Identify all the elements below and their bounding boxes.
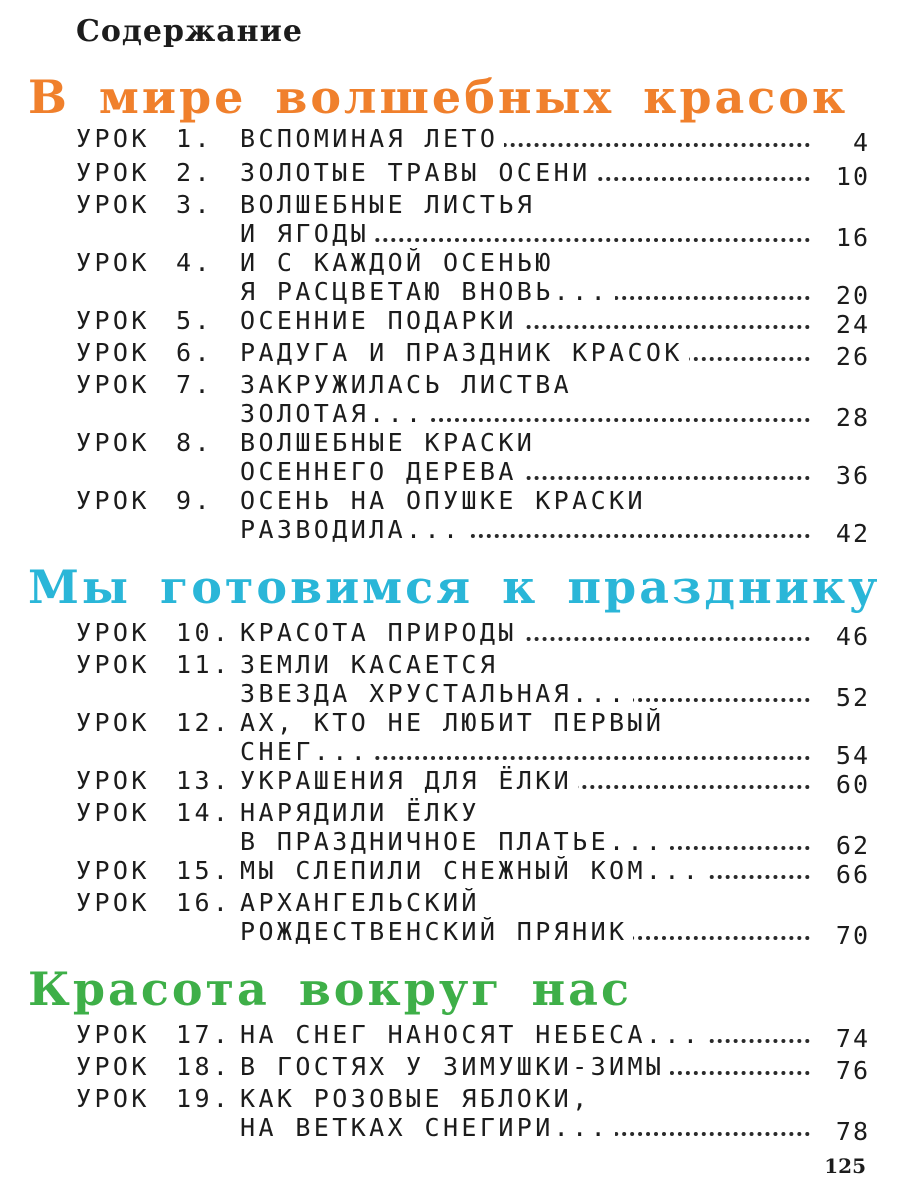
lesson-title bbox=[240, 888, 870, 946]
lesson-label: УРОК bbox=[76, 618, 150, 647]
lesson-title-line bbox=[240, 219, 870, 248]
lesson-title-line bbox=[240, 306, 870, 335]
lesson-title bbox=[240, 650, 870, 708]
lesson-label: УРОК bbox=[76, 124, 150, 153]
page-ref: 46 bbox=[814, 622, 870, 651]
lesson-label: УРОК bbox=[76, 888, 150, 917]
lesson-number: 18. bbox=[176, 1052, 232, 1081]
lesson-number: 6. bbox=[176, 338, 213, 367]
lesson-title bbox=[240, 158, 870, 187]
lesson-title-line bbox=[240, 158, 870, 187]
lesson-title bbox=[240, 618, 870, 647]
section-title: В мире волшебных красок bbox=[28, 70, 849, 124]
lesson-label: УРОК bbox=[76, 708, 150, 737]
lesson-title-text: НАРЯДИЛИ ЁЛКУ bbox=[240, 798, 486, 827]
lesson-title-line bbox=[240, 1020, 870, 1049]
toc-entry[interactable] bbox=[0, 618, 900, 651]
lesson-title bbox=[240, 1084, 870, 1142]
lesson-title-text: ЗОЛОТАЯ... bbox=[240, 399, 431, 428]
lesson-title-text: ЗАКРУЖИЛАСЬ ЛИСТВА bbox=[240, 370, 578, 399]
lesson-title-text: МЫ СЛЕПИЛИ СНЕЖНЫЙ КОМ... bbox=[240, 856, 707, 885]
lesson-title-text: В ПРАЗДНИЧНОЕ ПЛАТЬЕ... bbox=[240, 827, 670, 856]
lesson-title-text: ЗОЛОТЫЕ ТРАВЫ ОСЕНИ bbox=[240, 158, 597, 187]
lesson-number: 13. bbox=[176, 766, 232, 795]
page-ref: 70 bbox=[814, 921, 870, 950]
lesson-number: 14. bbox=[176, 798, 232, 827]
lesson-title-line bbox=[240, 338, 870, 367]
lesson-title-line bbox=[240, 679, 870, 708]
lesson-number: 19. bbox=[176, 1084, 232, 1113]
toc-entry[interactable] bbox=[0, 888, 900, 950]
lesson-title-line bbox=[240, 124, 870, 153]
lesson-title bbox=[240, 486, 870, 544]
page-ref: 36 bbox=[814, 461, 870, 490]
lesson-title bbox=[240, 798, 870, 856]
lesson-title-line bbox=[240, 917, 870, 946]
lesson-title-line bbox=[240, 1113, 870, 1142]
lesson-title-text: КАК РОЗОВЫЕ ЯБЛОКИ, bbox=[240, 1084, 597, 1113]
lesson-title-line bbox=[240, 708, 870, 737]
lesson-title-line bbox=[240, 766, 870, 795]
lesson-title-line bbox=[240, 399, 870, 428]
contents-title: Содержание bbox=[76, 14, 303, 49]
page-ref: 52 bbox=[814, 683, 870, 712]
lesson-label: УРОК bbox=[76, 856, 150, 885]
lesson-title-text: ОСЕННЕГО ДЕРЕВА bbox=[240, 457, 523, 486]
lesson-number: 11. bbox=[176, 650, 232, 679]
lesson-title-text: Я РАСЦВЕТАЮ ВНОВЬ... bbox=[240, 277, 615, 306]
lesson-number: 2. bbox=[176, 158, 213, 187]
toc-entry[interactable] bbox=[0, 798, 900, 860]
toc-entry[interactable] bbox=[0, 1052, 900, 1085]
page-ref: 28 bbox=[814, 403, 870, 432]
lesson-title-line bbox=[240, 856, 870, 885]
lesson-number: 17. bbox=[176, 1020, 232, 1049]
lesson-label: УРОК bbox=[76, 370, 150, 399]
page-ref: 10 bbox=[814, 162, 870, 191]
lesson-title-line bbox=[240, 457, 870, 486]
lesson-title-text: АХ, КТО НЕ ЛЮБИТ ПЕРВЫЙ bbox=[240, 708, 670, 737]
lesson-title-text: ОСЕННИЕ ПОДАРКИ bbox=[240, 306, 523, 335]
page-number: 125 bbox=[824, 1154, 866, 1178]
lesson-title-line bbox=[240, 827, 870, 856]
page-ref: 4 bbox=[814, 128, 870, 157]
lesson-title-line bbox=[240, 486, 870, 515]
lesson-number: 4. bbox=[176, 248, 213, 277]
lesson-label: УРОК bbox=[76, 798, 150, 827]
toc-entry[interactable] bbox=[0, 1084, 900, 1146]
page-ref: 74 bbox=[814, 1024, 870, 1053]
section-title: Красота вокруг нас bbox=[28, 962, 632, 1016]
lesson-title-text: ЗВЕЗДА ХРУСТАЛЬНАЯ... bbox=[240, 679, 633, 708]
lesson-title bbox=[240, 708, 870, 766]
lesson-label: УРОК bbox=[76, 766, 150, 795]
lesson-number: 3. bbox=[176, 190, 213, 219]
lesson-title-line bbox=[240, 618, 870, 647]
lesson-label: УРОК bbox=[76, 1084, 150, 1113]
toc-entry[interactable] bbox=[0, 306, 900, 339]
lesson-title bbox=[240, 338, 870, 367]
lesson-title-text: ВОЛШЕБНЫЕ ЛИСТЬЯ bbox=[240, 190, 541, 219]
lesson-title-line bbox=[240, 737, 870, 766]
toc-entry[interactable] bbox=[0, 856, 900, 889]
lesson-title bbox=[240, 1020, 870, 1049]
lesson-number: 12. bbox=[176, 708, 232, 737]
lesson-title bbox=[240, 766, 870, 795]
toc-entry[interactable] bbox=[0, 486, 900, 548]
lesson-title-text: ВОЛШЕБНЫЕ КРАСКИ bbox=[240, 428, 541, 457]
lesson-number: 16. bbox=[176, 888, 232, 917]
toc-entry[interactable] bbox=[0, 338, 900, 371]
lesson-title-line bbox=[240, 428, 870, 457]
page-ref: 54 bbox=[814, 741, 870, 770]
lesson-title-text: АРХАНГЕЛЬСКИЙ bbox=[240, 888, 486, 917]
lesson-title-text: НА СНЕГ НАНОСЯТ НЕБЕСА... bbox=[240, 1020, 707, 1049]
page-ref: 78 bbox=[814, 1117, 870, 1146]
lesson-title-text: УКРАШЕНИЯ ДЛЯ ЁЛКИ bbox=[240, 766, 578, 795]
lesson-title-line bbox=[240, 515, 870, 544]
lesson-label: УРОК bbox=[76, 248, 150, 277]
toc-entry[interactable] bbox=[0, 708, 900, 770]
toc-entry[interactable] bbox=[0, 766, 900, 799]
lesson-title-text: РАЗВОДИЛА... bbox=[240, 515, 467, 544]
lesson-title bbox=[240, 1052, 870, 1081]
page-ref: 60 bbox=[814, 770, 870, 799]
lesson-title-text: НА ВЕТКАХ СНЕГИРИ... bbox=[240, 1113, 615, 1142]
lesson-number: 7. bbox=[176, 370, 213, 399]
lesson-title-line bbox=[240, 1052, 870, 1081]
toc-entry[interactable] bbox=[0, 1020, 900, 1053]
lesson-title bbox=[240, 428, 870, 486]
page-ref: 76 bbox=[814, 1056, 870, 1085]
toc-entry[interactable] bbox=[0, 190, 900, 252]
section-title: Мы готовимся к празднику bbox=[28, 560, 881, 614]
lesson-label: УРОК bbox=[76, 428, 150, 457]
lesson-label: УРОК bbox=[76, 1020, 150, 1049]
lesson-title-line bbox=[240, 370, 870, 399]
lesson-label: УРОК bbox=[76, 306, 150, 335]
lesson-title-line bbox=[240, 248, 870, 277]
lesson-number: 9. bbox=[176, 486, 213, 515]
lesson-title-text: И С КАЖДОЙ ОСЕНЬЮ bbox=[240, 248, 560, 277]
lesson-title bbox=[240, 370, 870, 428]
page-ref: 20 bbox=[814, 281, 870, 310]
lesson-number: 8. bbox=[176, 428, 213, 457]
lesson-title-text: КРАСОТА ПРИРОДЫ bbox=[240, 618, 523, 647]
lesson-number: 1. bbox=[176, 124, 213, 153]
lesson-title bbox=[240, 306, 870, 335]
page-ref: 26 bbox=[814, 342, 870, 371]
toc-entry[interactable] bbox=[0, 124, 900, 157]
lesson-title bbox=[240, 856, 870, 885]
lesson-title-text: ОСЕНЬ НА ОПУШКЕ КРАСКИ bbox=[240, 486, 652, 515]
lesson-title-line bbox=[240, 798, 870, 827]
lesson-label: УРОК bbox=[76, 650, 150, 679]
lesson-label: УРОК bbox=[76, 1052, 150, 1081]
toc-entry[interactable] bbox=[0, 158, 900, 191]
lesson-title bbox=[240, 248, 870, 306]
lesson-label: УРОК bbox=[76, 486, 150, 515]
page-ref: 66 bbox=[814, 860, 870, 889]
toc-entry[interactable] bbox=[0, 370, 900, 432]
page-ref: 62 bbox=[814, 831, 870, 860]
lesson-label: УРОК bbox=[76, 338, 150, 367]
lesson-title-line bbox=[240, 650, 870, 679]
lesson-label: УРОК bbox=[76, 158, 150, 187]
page-ref: 16 bbox=[814, 223, 870, 252]
lesson-title-text: РОЖДЕСТВЕНСКИЙ ПРЯНИК bbox=[240, 917, 633, 946]
lesson-number: 15. bbox=[176, 856, 232, 885]
lesson-label: УРОК bbox=[76, 190, 150, 219]
lesson-title-text: В ГОСТЯХ У ЗИМУШКИ-ЗИМЫ bbox=[240, 1052, 670, 1081]
lesson-title bbox=[240, 190, 870, 248]
page-ref: 42 bbox=[814, 519, 870, 548]
lesson-title-line bbox=[240, 190, 870, 219]
lesson-title-text: И ЯГОДЫ bbox=[240, 219, 375, 248]
toc-entry[interactable] bbox=[0, 428, 900, 490]
lesson-title-text: РАДУГА И ПРАЗДНИК КРАСОК bbox=[240, 338, 689, 367]
lesson-title-text: ВСПОМИНАЯ ЛЕТО bbox=[240, 124, 504, 153]
lesson-number: 5. bbox=[176, 306, 213, 335]
lesson-title-text: СНЕГ... bbox=[240, 737, 375, 766]
toc-entry[interactable] bbox=[0, 650, 900, 712]
lesson-title-line bbox=[240, 888, 870, 917]
lesson-number: 10. bbox=[176, 618, 232, 647]
toc-entry[interactable] bbox=[0, 248, 900, 310]
lesson-title-line bbox=[240, 1084, 870, 1113]
lesson-title bbox=[240, 124, 870, 153]
lesson-title-text: ЗЕМЛИ КАСАЕТСЯ bbox=[240, 650, 504, 679]
lesson-title-line bbox=[240, 277, 870, 306]
page-ref: 24 bbox=[814, 310, 870, 339]
